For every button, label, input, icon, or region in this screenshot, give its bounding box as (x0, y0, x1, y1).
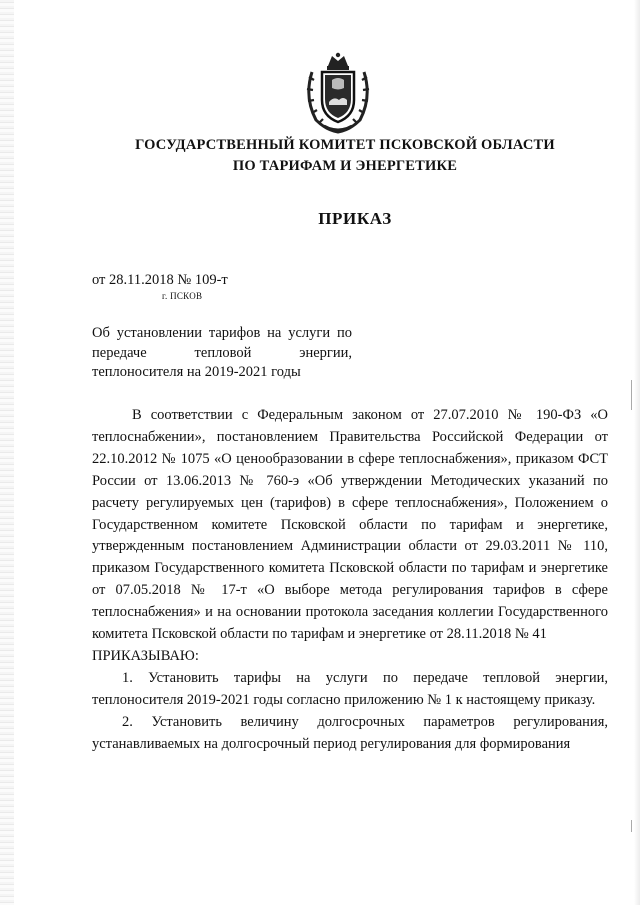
order-item-1: 1. Установить тарифы на услуги по передаче тепловой энергии, теплоносителя 2019-2021 годы согласно приложению № 1 к настоящему приказу. (92, 669, 608, 708)
city: г. ПСКОВ (162, 291, 203, 301)
decree-word: ПРИКАЗЫВАЮ: (92, 647, 199, 664)
organization-name (0, 135, 640, 177)
order-item-2: 2. Установить величину долгосрочных параметров регулирования, устанавливаемых на долгосрочный период регулирования для формирования (92, 713, 608, 752)
document-body (92, 405, 608, 756)
subject-block (92, 324, 352, 383)
scan-mark (631, 380, 632, 410)
org-line-1: ГОСУДАРСТВЕННЫЙ КОМИТЕТ ПСКОВСКОЙ ОБЛАСТИ (135, 137, 555, 153)
subject-line-1: Об установлении тарифов на услуги по (92, 325, 352, 341)
org-line-2: ПО ТАРИФАМ И ЭНЕРГЕТИКЕ (232, 158, 458, 174)
subject-line-3: теплоносителя на 2019-2021 годы (92, 364, 301, 380)
preamble-paragraph: В соответствии с Федеральным законом от 27.07.2010 № 190-ФЗ «О теплоснабжении», постановлением Правительства Российской Федерации от 22.10.2012 № 1075 «О ценообразовании в сфере теплоснабжения», приказом ФСТ России от 13.06.2013 № 760-э «Об утверждении Методических указаний по расчету регулируемых цен (тарифов) в сфере теплоснабжения», Положением о Государственном комитете Псковской области по тарифам и энергетике, утвержденным постановлением Администрации области от 29.03.2011 № 110, приказом Государственного комитета Псковской области по тарифам и энергетике от 07.05.2018 № 17-т «О выборе метода регулирования тарифов в сфере теплоснабжения» и на основании протокола заседания коллегии Государственного комитета Псковской области по тарифам и энергетике от 28.11.2018 № 41 (92, 407, 608, 643)
coat-of-arms-pskov-icon (302, 52, 374, 134)
document-type (0, 209, 640, 229)
subject-line-2: передаче тепловой энергии, (92, 344, 352, 361)
scan-mark (631, 820, 632, 832)
document-type-label: ПРИКАЗ (318, 209, 392, 228)
date-number: от 28.11.2018 № 109-т (92, 272, 228, 288)
